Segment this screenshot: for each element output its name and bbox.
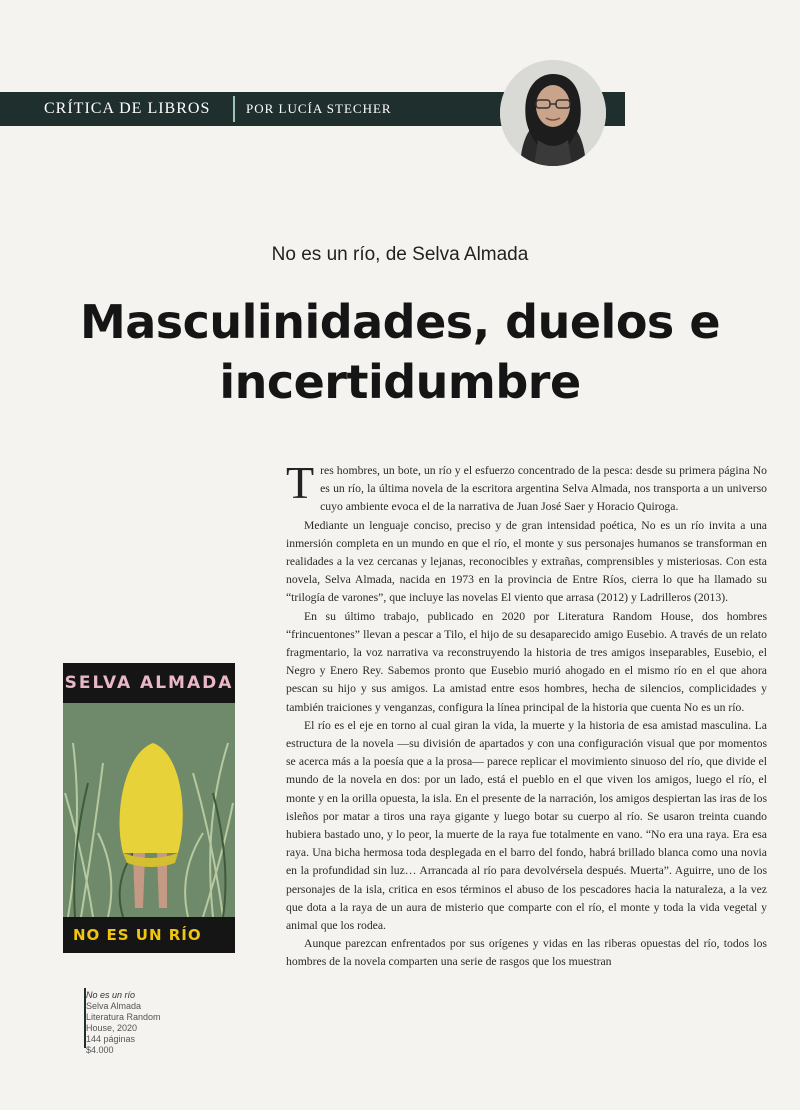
paragraph-4: El río es el eje en torno al cual giran la vida, la muerte y la historia de esa amistad masculina. La estructura de la novela —su división de apartados y con una configuración visual que por momentos se acerca más a la poesía que a la prosa— parece replicar el movimiento sinuoso del río, que divide el mundo de la novela en dos: por un lado, está el pueblo en el que viven los amigos, luego el río, el monte y en la orilla opuesta, la isla. En el presente de la narración, los amigos despiertan las iras de los isleños por matar a tiros una raya gigante y luego botar su cuerpo al río. Se usaron treinta cuando hubiera bastado uno, y lo peor, la muerte de la raya fue totalmente en vano. “No era una raya. Era esa raya. Una bicha hermosa toda desplegada en el barro del fondo, habrá brillado blanca como una novia en la profundidad sin luz… Arrancada al río para devolvérsela después. Muerta”. Aguirre, uno de los personajes de la isla, critica en esos términos el abuso de los pescadores hacia la naturaleza, a la vez que dota a la raya de un aura de misterio que comparte con el río, el monte y toda la vida vegetal y animal que los rodea.	[286, 718, 767, 933]
header-divider	[233, 96, 235, 122]
paragraph-1	[286, 457, 767, 517]
caption-pages: 144 páginas	[86, 1034, 136, 1044]
paragraph-5: Aunque parezcan enfrentados por sus orígenes y vidas en las riberas opuestas del río, todos los hombres de la novela comparten una serie de rasgos que los muestran	[286, 937, 767, 969]
caption-publisher: Literatura Random	[86, 1012, 161, 1022]
section-title: CRÍTICA DE LIBROS	[44, 100, 211, 117]
paragraph-2: Mediante un lenguaje conciso, preciso y de gran intensidad poética, No es un río invita a una inmersión completa en un mundo en que el río, el monte y sus personajes humanos se transforman en realidades a la vez cercanas y lejanas, reconocibles y extrañas, comprensibles y misteriosas. Con esta novela, Selva Almada, nacida en 1973 en la provincia de Entre Ríos, cierra lo que ha llamado su “trilogía de varones”, que incluye las novelas El viento que arrasa (2012) y Ladrilleros (2013).	[286, 518, 767, 605]
book-cover-author: SELVA ALMADA	[64, 673, 234, 693]
author-photo	[500, 60, 606, 166]
book-cover-title-band	[63, 917, 235, 953]
caption-author: Selva Almada	[86, 1001, 142, 1011]
paragraph-1-text: res hombres, un bote, un río y el esfuerzo concentrado de la pesca: desde su primera página No es un río, la última novela de la escritora argentina Selva Almada, nos transporta a un universo cuyo ambiente evoca el de la narrativa de Juan José Saer y Horacio Quiroga.	[320, 464, 767, 514]
byline-text: POR LUCÍA STECHER	[246, 101, 392, 116]
book-caption	[86, 990, 161, 1056]
book-cover-author-band	[63, 663, 235, 703]
book-cover	[63, 663, 235, 953]
article-body	[286, 457, 767, 972]
book-cover-title: NO ES UN RÍO	[73, 926, 202, 944]
drop-cap: T	[286, 457, 315, 508]
caption-publisher-year: House, 2020	[86, 1023, 138, 1033]
caption-price: $4.000	[86, 1045, 114, 1055]
article-kicker: No es un río, de Selva Almada	[271, 244, 529, 265]
section-label	[0, 92, 222, 126]
byline	[246, 92, 392, 126]
paragraph-3: En su último trabajo, publicado en 2020 por Literatura Random House, dos hombres “frincuentones” llevan a pescar a Tilo, el hijo de su desaparecido amigo Eusebio. A través de un relato fragmentario, la voz narrativa va reconstruyendo la historia de tres amigos inseparables, Eusebio, el Negro y Enero Rey. Sabemos pronto que Eusebio murió ahogado en el mismo río en el que ahora pescan su hijo y sus amigos. La amistad entre esos hombres, hecha de silencios, complicidades y también traiciones y venganzas, configura la línea principal de la historia que cuenta No es un río.	[286, 609, 767, 714]
article-title: Masculinidades, duelos e incertidumbre	[79, 295, 721, 409]
caption-title: No es un río	[86, 990, 136, 1000]
book-cover-illustration	[63, 703, 235, 917]
